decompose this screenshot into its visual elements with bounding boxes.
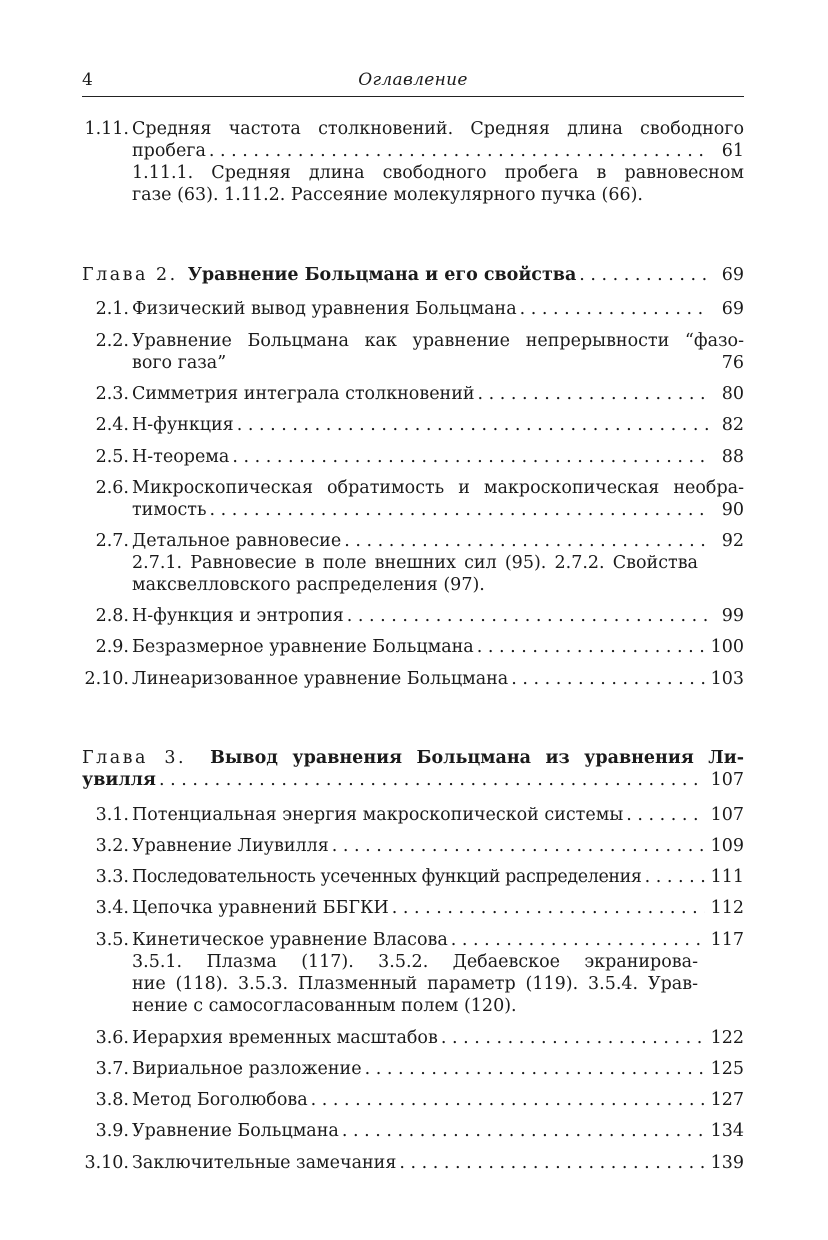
section-number: 3.1. [95, 805, 129, 825]
section-number: 1.11. [84, 119, 129, 139]
entry-title: Уравнение Больцмана [132, 1121, 339, 1141]
subsection-line-2: ние (118). 3.5.3. Плазменный параметр (119). 3.5.4. Урав- [132, 974, 698, 994]
entry-title-line-2: пробега [132, 141, 206, 161]
entry-page: 112 [710, 898, 744, 918]
entry-title-line-1: Уравнение Больцмана как уравнение непрерывности “фазо- [132, 331, 744, 351]
leader-dots [342, 1120, 705, 1142]
leader-dots [579, 264, 708, 286]
entry-page: 111 [710, 867, 744, 887]
entry-title: H-функция и энтропия [132, 606, 344, 626]
leader-dots [399, 1152, 704, 1174]
entry-title: Последовательность усеченных функций распределения [132, 867, 642, 887]
entry-page: 69 [721, 299, 744, 319]
leader-dots [441, 1027, 705, 1049]
page-number: 4 [82, 70, 93, 90]
leader-dots [344, 530, 708, 552]
entry-title-line-1: Средняя частота столкновений. Средняя длина свободного [132, 119, 744, 139]
leader-dots [159, 769, 705, 791]
entry-title: Кинетическое уравнение Власова [132, 930, 448, 950]
entry-title: Метод Боголюбова [132, 1090, 308, 1110]
entry-title-line-2: тимость [132, 500, 207, 520]
section-number: 2.7. [95, 531, 129, 551]
entry-title: Заключительные замечания [132, 1153, 397, 1173]
entry-title: Уравнение Лиувилля [132, 836, 329, 856]
leader-dots [365, 1058, 705, 1080]
section-number: 3.2. [95, 836, 129, 856]
entry-page: 107 [710, 805, 744, 825]
section-number: 2.8. [95, 606, 129, 626]
entry-page: 76 [721, 353, 744, 373]
section-number: 3.9. [95, 1121, 129, 1141]
entry-page: 103 [710, 669, 744, 689]
entry-title: Иерархия временных масштабов [132, 1028, 438, 1048]
chapter-3-heading[interactable] [82, 747, 744, 791]
entry-title: Линеаризованное уравнение Больцмана [132, 669, 509, 689]
subsection-line-3: нение с самосогласованным полем (120). [132, 996, 517, 1016]
section-number: 3.3. [95, 867, 129, 887]
section-number: 3.7. [95, 1059, 129, 1079]
entry-page: 99 [721, 606, 744, 626]
entry-page: 122 [710, 1028, 744, 1048]
section-number: 2.3. [95, 384, 129, 404]
entry-page: 117 [710, 930, 744, 950]
leader-dots [311, 1089, 705, 1111]
leader-dots [332, 835, 705, 857]
entry-title: Симметрия интеграла столкновений [132, 384, 475, 404]
subsection-line-1: 1.11.1. Средняя длина свободного пробега в равновесном [132, 163, 744, 183]
section-number: 2.5. [95, 447, 129, 467]
chapter-label: Глава 3. [82, 748, 187, 768]
section-number: 3.8. [95, 1090, 129, 1110]
chapter-title-line-2: увилля [82, 770, 156, 790]
section-number: 3.6. [95, 1028, 129, 1048]
running-header [82, 70, 744, 97]
entry-title: Цепочка уравнений ББГКИ [132, 898, 389, 918]
leader-dots [209, 140, 708, 162]
section-number: 3.5. [95, 930, 129, 950]
leader-dots [645, 866, 705, 888]
section-number: 2.1. [95, 299, 129, 319]
entry-page: 80 [721, 384, 744, 404]
running-title: Оглавление [358, 70, 468, 90]
leader-dots [347, 605, 708, 627]
section-number: 2.2. [95, 331, 129, 351]
entry-title: Детальное равновесие [132, 531, 342, 551]
leader-dots [520, 298, 708, 320]
leader-dots [626, 804, 704, 826]
chapter-page: 69 [721, 265, 744, 285]
entry-page: 134 [710, 1121, 744, 1141]
entry-page: 88 [721, 447, 744, 467]
leader-dots [451, 929, 705, 951]
entry-page: 61 [721, 141, 744, 161]
subsection-line-2: газе (63). 1.11.2. Рассеяние молекулярного пучка (66). [132, 185, 643, 205]
leader-dots [477, 636, 705, 658]
entry-page: 125 [710, 1059, 744, 1079]
section-number: 2.4. [95, 415, 129, 435]
chapter-label: Глава 2. [82, 265, 178, 285]
entry-title-line-1: Микроскопическая обратимость и макроскопическая необра- [132, 478, 744, 498]
leader-dots [392, 897, 705, 919]
leader-dots [232, 446, 708, 468]
entry-page: 139 [710, 1153, 744, 1173]
entry-title: Безразмерное уравнение Больцмана [132, 637, 474, 657]
section-number: 3.4. [95, 898, 129, 918]
entry-page: 109 [710, 836, 744, 856]
entry-page: 90 [721, 500, 744, 520]
entry-title: H-теорема [132, 447, 230, 467]
entry-title: Вириальное разложение [132, 1059, 362, 1079]
section-number: 2.10. [84, 669, 129, 689]
subsection-line-1: 2.7.1. Равновесие в поле внешних сил (95). 2.7.2. Свойства [132, 553, 698, 573]
chapter-title-line-1: Вывод уравнения Больцмана из уравнения Ли- [210, 748, 744, 768]
entry-page: 82 [721, 415, 744, 435]
toc-page [82, 0, 744, 1240]
section-number: 3.10. [84, 1153, 129, 1173]
leader-dots [237, 414, 708, 436]
entry-title: Потенциальная энергия макроскопической системы [132, 805, 624, 825]
entry-page: 127 [710, 1090, 744, 1110]
chapter-title: Уравнение Больцмана и его свойства [187, 265, 577, 285]
section-number: 2.9. [95, 637, 129, 657]
subsection-line-2: максвелловского распределения (97). [132, 575, 485, 595]
leader-dots [478, 383, 708, 405]
chapter-page: 107 [710, 770, 744, 790]
leader-dots [511, 668, 704, 690]
section-number: 2.6. [95, 478, 129, 498]
entry-title: H-функция [132, 415, 234, 435]
subsection-line-1: 3.5.1. Плазма (117). 3.5.2. Дебаевское экранирова- [132, 952, 698, 972]
entry-title-line-2: вого газа” [132, 353, 227, 373]
entry-page: 100 [710, 637, 744, 657]
entry-title: Физический вывод уравнения Больцмана [132, 299, 517, 319]
chapter-2-heading[interactable] [82, 264, 744, 286]
entry-page: 92 [721, 531, 744, 551]
leader-dots [210, 499, 708, 521]
